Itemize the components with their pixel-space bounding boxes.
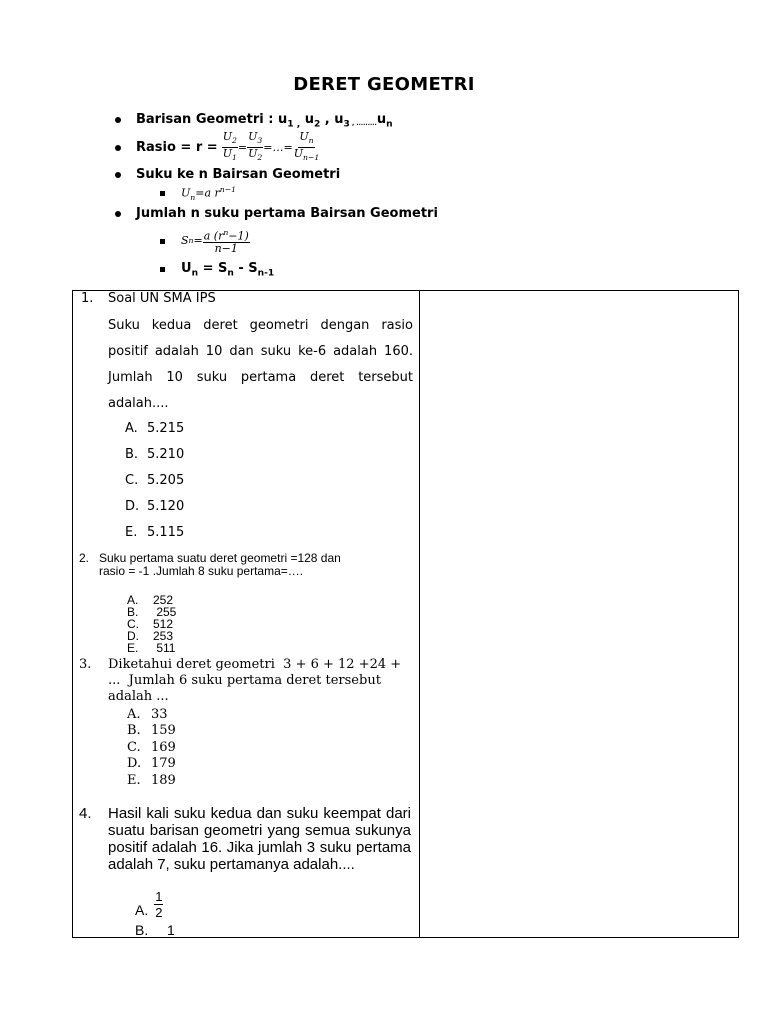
table-divider <box>419 291 420 937</box>
un-sn-formula: $U_n = S_n - S_{n-1}$ <box>181 261 275 279</box>
option-a: A. 252 <box>127 593 174 607</box>
option-e: E. 511 <box>127 641 176 655</box>
option-d: D. 253 <box>127 629 174 643</box>
question-number: 2. <box>79 551 90 565</box>
rasio-formula: $\frac{U_2}{U_1}$ = $\frac{U_3}{U_2}$ =…= $\frac{U_n}{U_{n-1}}$ <box>222 130 320 162</box>
bullet-suku-ke-n: Suku ke n Bairsan Geometri <box>136 167 341 182</box>
question-number: 1. <box>81 291 94 306</box>
bullet-barisan-label: Barisan Geometri : u <box>136 112 288 127</box>
question-source: Soal UN SMA IPS <box>108 291 216 306</box>
option-d: D. 5.120 <box>125 499 185 514</box>
question-text-line: Suku pertama suatu deret geometri =128 dan <box>99 551 341 565</box>
option-c: C. 512 <box>127 617 174 631</box>
un-formula: $U_n=a$ $r^{n-1}$ <box>181 185 237 202</box>
option-c: C. 169 <box>127 740 176 755</box>
bullet-barisan-geometri: Barisan Geometri : $u_{1 ,}$ $u_2$ , $u_3$ , $.........u_n$ <box>136 112 393 130</box>
option-b: B. 5.210 <box>125 447 185 462</box>
option-c: C. 5.205 <box>125 473 185 488</box>
option-b: B. 159 <box>127 723 176 738</box>
question-number: 3. <box>79 657 92 672</box>
option-e: E. 189 <box>127 773 176 788</box>
bullet-rasio-label: Rasio = r = <box>136 139 218 155</box>
option-a: A. 5.215 <box>125 421 185 436</box>
sub-bullet-square <box>160 267 165 272</box>
sub-bullet-square <box>160 191 165 196</box>
bullet-dot <box>115 172 121 178</box>
question-text-line: rasio = -1 .Jumlah 8 suku pertama=…. <box>99 564 304 578</box>
bullet-dot <box>115 117 121 123</box>
option-a: A. $\frac{1}{2}$ <box>135 889 163 920</box>
option-b: B. 255 <box>127 605 177 619</box>
page-title: DERET GEOMETRI <box>293 74 475 95</box>
question-text-line: Diketahui deret geometri 3 + 6 + 12 +24 + <box>108 657 402 672</box>
question-table <box>72 290 739 938</box>
question-text: Suku kedua deret geometri dengan rasio positif adalah 10 dan suku ke-6 adalah 160. Jumlah 10 suku pertama deret tersebut adalah.... <box>108 318 413 411</box>
sn-formula: S n = $\frac{a (r^n-1)}{n-1}$ <box>181 228 249 255</box>
bullet-rasio <box>136 130 320 164</box>
option-a: A. 33 <box>127 707 168 722</box>
option-e: E. 5.115 <box>125 525 185 540</box>
question-text-line: ... Jumlah 6 suku pertama deret tersebut <box>108 673 381 688</box>
bullet-jumlah: Jumlah n suku pertama Bairsan Geometri <box>136 206 438 221</box>
option-d: D. 179 <box>127 756 176 771</box>
question-text-line: adalah ... <box>108 689 169 704</box>
question-number: 4. <box>79 805 92 822</box>
bullet-dot <box>115 145 121 151</box>
question-text: Hasil kali suku kedua dan suku keempat dari suatu barisan geometri yang semua sukunya positif adalah 16. Jika jumlah 3 suku pertama adalah 7, suku pertamanya adalah.... <box>108 805 411 873</box>
bullet-dot <box>115 211 121 217</box>
option-b: B. 1 <box>135 922 175 938</box>
sub-bullet-square <box>160 239 165 244</box>
